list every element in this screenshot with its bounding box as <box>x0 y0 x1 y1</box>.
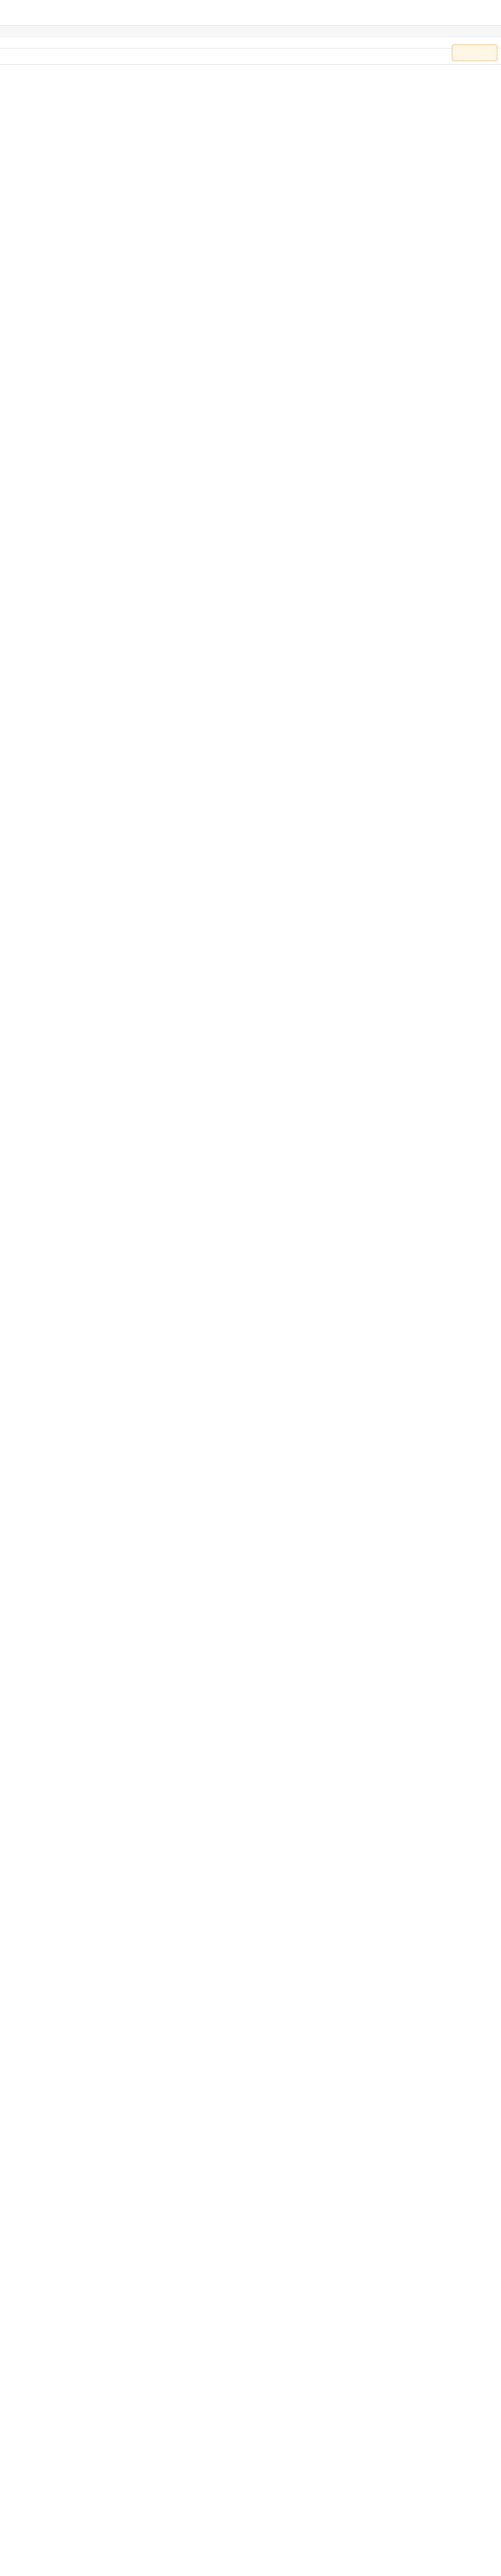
award-list-page <box>0 0 501 65</box>
section-title <box>0 48 501 65</box>
site-logo <box>452 44 497 61</box>
award-title <box>0 11 501 26</box>
top-group-head <box>0 26 501 37</box>
